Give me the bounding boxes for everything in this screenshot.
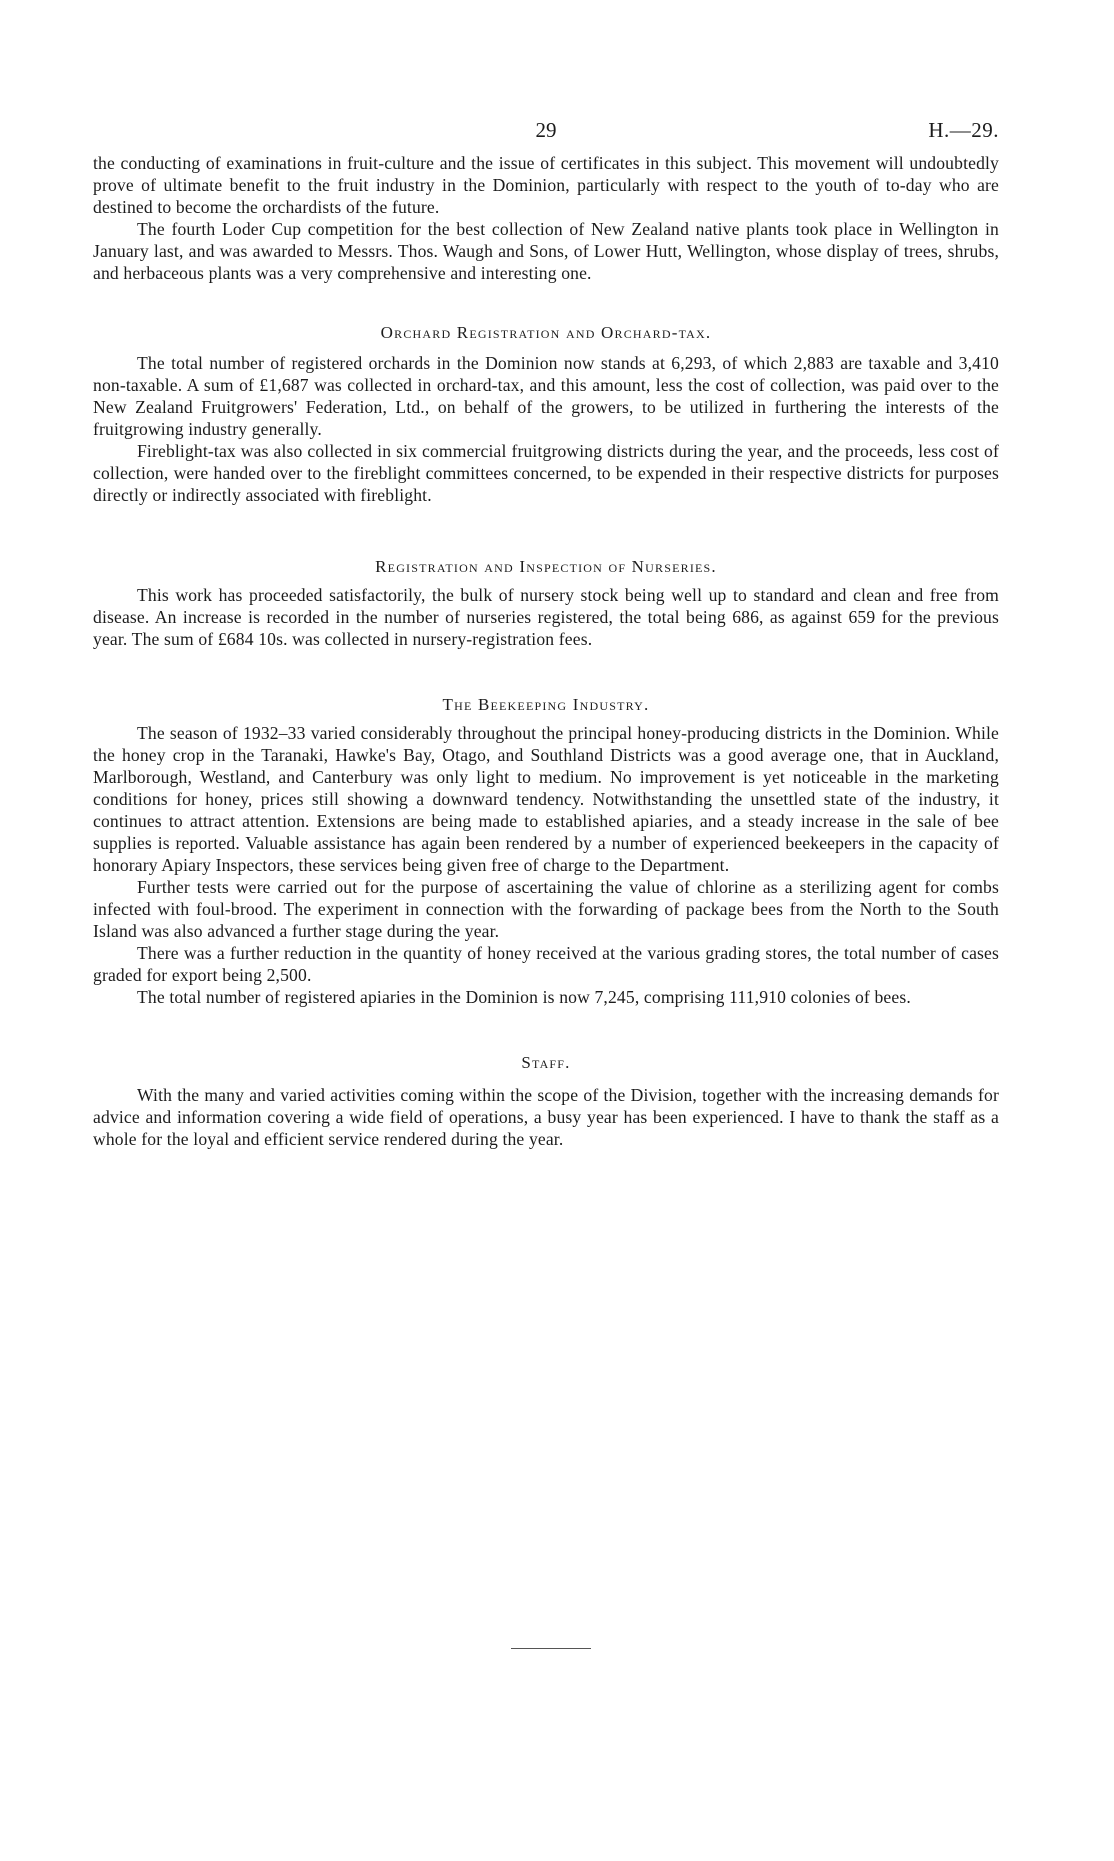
section-heading-staff: Staff.: [521, 1053, 571, 1072]
page-number: 29: [535, 118, 557, 142]
nurseries-section: [93, 556, 999, 650]
fireblight-paragraph: Fireblight-tax was also collected in six commercial fruitgrowing districts during the year, and the proceeds, less cost of collection, were handed over to the fireblight committees concerned, to be expended in their respective districts for purposes directly or indirectly associated with fireblight.: [93, 441, 999, 505]
section-heading-nurseries: Registration and Inspection of Nurseries.: [375, 557, 717, 576]
intro-section: [93, 152, 999, 284]
beekeeping-section: [93, 694, 999, 1008]
staff-section: [93, 1052, 999, 1150]
page-header: [93, 118, 999, 152]
beekeeping-paragraph-2: Further tests were carried out for the purpose of ascertaining the value of chlorine as a sterilizing agent for combs infected with foul-brood. The experiment in connection with the forwarding of package bees from the North to the South Island was also advanced a further stage during the year.: [93, 877, 999, 941]
beekeeping-paragraph-3: There was a further reduction in the quantity of honey received at the various grading stores, the total number of cases graded for export being 2,500.: [93, 943, 999, 985]
beekeeping-paragraph-1: The season of 1932–33 varied considerably throughout the principal honey-producing districts in the Dominion. While the honey crop in the Taranaki, Hawke's Bay, Otago, and Southland Districts was a good average one, that in Auckland, Marlborough, Westland, and Canterbury was only light to medium. No improvement is yet noticeable in the marketing conditions for honey, prices still showing a downward tendency. Notwithstanding the unsettled state of the industry, it continues to attract attention. Extensions are being made to established apiaries, and a steady increase in the sale of bee supplies is reported. Valuable assistance has again been rendered by a number of experienced beekeepers in the capacity of honorary Apiary Inspectors, these services being given free of charge to the Department.: [93, 723, 999, 875]
loder-cup-paragraph: The fourth Loder Cup competition for the best collection of New Zealand native plants took place in Wellington in January last, and was awarded to Messrs. Thos. Waugh and Sons, of Lower Hutt, Wellington, whose display of trees, shrubs, and herbaceous plants was a very comprehensive and interesting one.: [93, 219, 999, 283]
beekeeping-paragraph-4: The total number of registered apiaries in the Dominion is now 7,245, comprising 111,910 colonies of bees.: [137, 987, 911, 1007]
footer-divider: [511, 1648, 591, 1649]
orchard-paragraph-1: The total number of registered orchards in the Dominion now stands at 6,293, of which 2,883 are taxable and 3,410 non-taxable. A sum of £1,687 was collected in orchard-tax, and this amount, less the cost of collection, was paid over to the New Zealand Fruitgrowers' Federation, Ltd., on behalf of the growers, to be utilized in furthering the interests of the fruitgrowing industry generally.: [93, 353, 999, 439]
section-heading-beekeeping: The Beekeeping Industry.: [442, 695, 650, 714]
intro-paragraph-continued: the conducting of examinations in fruit-culture and the issue of certificates in this subject. This movement will undoubtedly prove of ultimate benefit to the fruit industry in the Dominion, particularly with respect to the youth of to-day who are destined to become the orchardists of the future.: [93, 153, 999, 217]
report-page: [93, 118, 999, 1150]
staff-paragraph: With the many and varied activities coming within the scope of the Division, together with the increasing demands for advice and information covering a wide field of operations, a busy year has been experienced. I have to thank the staff as a whole for the loyal and efficient service rendered during the year.: [93, 1085, 999, 1149]
nurseries-paragraph: This work has proceeded satisfactorily, the bulk of nursery stock being well up to standard and clean and free from disease. An increase is recorded in the number of nurseries registered, the total being 686, as against 659 for the previous year. The sum of £684 10s. was collected in nursery-registration fees.: [93, 585, 999, 649]
document-reference: H.—29.: [928, 118, 999, 142]
section-heading-orchard-registration: Orchard Registration and Orchard-tax.: [380, 323, 712, 342]
orchard-registration-section: [93, 322, 999, 506]
